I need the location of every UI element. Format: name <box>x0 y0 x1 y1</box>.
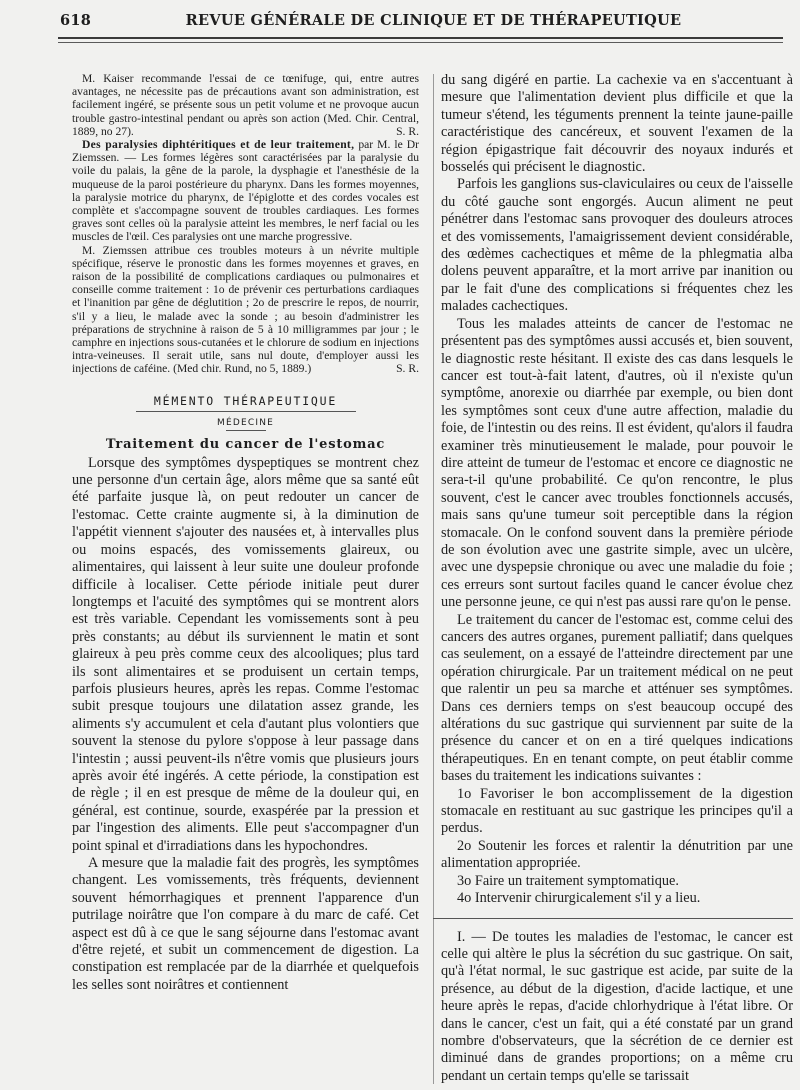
page-number: 618 <box>60 12 92 29</box>
paralysies-body: — Les formes légères sont caractérisées par la paralysie du voile du palais, la gêne de la parole, la dysphagie et l'anesthésie de la muqueuse de la paroi postérieure du pharynx. Dans les formes moyennes, la paralysie motrice du pharynx, de l'épiglotte et des cordes vocales est complète et s'accompagne souvent de troubles cardiaques. Les formes graves sont celles où la paralysie atteint les membres, le nerf facial ou les muscles de l'œil. Ces paralysies ont une marche progressive. <box>72 151 419 244</box>
article-paragraph: Parfois les ganglions sus-claviculaires ou ceux de l'aisselle du côté gauche sont engorgés. Aucun aliment ne peut pénétrer dans l'estomac sans provoquer des douleurs atroces et des vomissements, l'amaigrissement devient considérable, des œdèmes cachectiques et même de la phlegmatia alba dolens peuvent apparaître, et la mort arrive par inanition ou par le fait d'une des complications si fréquentes chez les malades cachectiques. <box>441 176 793 315</box>
memento-underline <box>136 411 356 412</box>
header-rule-thin <box>58 42 783 43</box>
column-divider <box>433 74 434 1084</box>
list-item: 2o Soutenir les forces et ralentir la dénutrition par une alimentation appropriée. <box>441 837 793 872</box>
article-paragraph: Le traitement du cancer de l'estomac est, comme celui des cancers des autres organes, purement palliatif; dans quelques cas seulement, on a essayé de l'atteindre directement par une opération chirurgicale. Par un traitement médical on ne peut que ralentir un peu sa marche et atténuer ses symptômes. Dans ces derniers temps on s'est beaucoup occupé des altérations du suc gastrique qui surviennent par suite de la présence du cancer et on en a tiré quelques indications thérapeutiques. En en tenant compte, on peut établir comme bases du traitement les indications suivantes : <box>441 611 793 785</box>
right-column <box>441 72 793 1085</box>
kaiser-paragraph: M. Kaiser recommande l'essai de ce tœnifuge, qui, entre autres avantages, ne nécessite pas de précautions avant son administration, est facilement ingéré, se présente sous un petit volume et ne provoque aucun trouble gastro-intestinal pendant ou après son action (Med. Chir. Central, 1889, no 27). <box>72 72 419 138</box>
section-label: MÉDECINE <box>216 417 275 428</box>
article-paragraph: Lorsque des symptômes dyspeptiques se montrent chez une personne d'un certain âge, alors même que sa santé eût été parfaite jusque là, on peut redouter un cancer de l'estomac. Cette crainte augmente si, à la diminution de l'appétit viennent s'ajouter des nausées et, à intervalles plus ou moins espacés, des vomissements glaireux, ou alimentaires, qui laissent à leur suite une douleur profonde difficile à localiser. Cette période initiale peut durer longtemps et l'acuité des symptômes qui se montrent alors est très variable. Cependant les vomissements sont à peu près constants; au début ils surviennent le matin et sont glaireux à peu près comme ceux des alcooliques; plus tard ils sont alimentaires et se produisent un certain temps, parfois plusieurs heures, après les repas. Comme l'estomac subit presque toujours une dilatation assez grande, les aliments s'y accumulent et cela d'autant plus volontiers que souvent la stenose du pylore s'oppose à leur passage dans l'intestin ; aussi peuvent-ils n'être vomis que plusieurs jours après avoir été ingérés. A cette période, la constipation est de règle ; il en est presque de même de la douleur qui, en général, est continue, sourde, exaspérée par la pression et par l'ingestion des aliments. Elle peut s'accompagner d'un point spinal et d'irradiations dans les hypochondres. <box>72 454 419 854</box>
list-item: 1o Favoriser le bon accomplissement de la digestion stomacale en restituant au suc gastrique les principes qu'il a perdus. <box>441 785 793 837</box>
article-paragraph: A mesure que la maladie fait des progrès, les symptômes changent. Les vomissements, très fréquents, deviennent souvent hémorrhagiques et prennent l'apparence d'un putrilage noirâtre que l'on compare à du marc de café. Cet aspect est dû à ce que le sang séjourne dans l'estomac avant d'être rejeté, et subit un commencement de digestion. La constipation est remplacée par de la diarrhée et quelquefois les selles sont noirâtres et contiennent <box>72 855 419 993</box>
article-body-left <box>72 455 419 995</box>
kaiser-signature: S. R. <box>396 124 419 138</box>
article-paragraph: du sang digéré en partie. La cachexie va en s'accentuant à mesure que l'alimentation devient plus difficile et que la tumeur s'étend, les téguments prennent la teinte jaune-paille caractéristique des cancéreux, et souvent l'examen de la région épigastrique fait découvrir des noyaux indurés et bosselés qui précisent le diagnostic. <box>441 72 793 176</box>
list-item: 4o Intervenir chirurgicalement s'il y a lieu. <box>457 890 701 907</box>
section-separator <box>433 918 793 919</box>
article-body-right <box>441 72 793 1085</box>
list-item: 3o Faire un traitement symptomatique. <box>457 872 679 889</box>
article-paragraph: Tous les malades atteints de cancer de l'estomac ne présentent pas des symptômes aussi accusés et, bien souvent, le diagnostic reste hésitant. Il existe des cas dans lesquels le cancer est tout-à-fait latent, d'autres, où il n'existe qu'un symptôme, anorexie ou diarrhée par exemple, ou bien dont les symptômes sont ceux d'une autre affection, maladie du foie, de l'intestin ou des reins. Il est évident, qu'alors il faudra examiner très minutieusement le malade, pour pouvoir le dire atteint de tumeur de l'estomac et encore ce diagnostic ne sera-t-il qu'une probabilité. Ce qu'on rencontre, le plus souvent, c'est le cancer avec troubles fonctionnels accusés, mais sans qu'une tumeur soit perceptible dans la région stomacale. On le confond souvent dans la première période de son évolution avec une gastrite simple, avec un ulcère, avec une dyspepsie chronique ou avec une maladie du foie ; ces erreurs sont surtout faciles quand le cancer évolue chez une personne jeune, ce qui n'est pas aussi rare qu'on le pense. <box>441 315 793 611</box>
ziemssen-paragraph: M. Ziemssen attribue ces troubles moteurs à un névrite multiple spécifique, réserve le pronostic dans les formes moyennes et graves, en raison de la possibilité de complications cardiaques ou pulmonaires et conseille comme traitement : 1o de prévenir ces perturbations cardiaques et l'inanition par gêne de déglutition ; 2o de prescrire le repos, de nourrir, s'il y a lieu, le malade avec la sonde ; au besoin d'administrer les préparations de strychnine à raison de 5 à 10 milligrammes par jour ; le camphre en injections sous-cutanées et le chlorure de sodium en injections intra-veineuses. Il serait utile, sans nul doute, d'employer aussi les injections de caféine. (Med chir. Rund, no 5, 1889.) <box>72 243 419 376</box>
article-paragraph: I. — De toutes les maladies de l'estomac, le cancer est celle qui altère le plus la sécrétion du suc gastrique. On sait, qu'à l'état normal, le suc gastrique est acide, par suite de la présence, au début de la digestion, d'acide lactique, et une heure après le repas, d'acide chlorhydrique à l'état libre. Or dans le cancer, c'est un fait, qui a été constaté par un grand nombre d'observateurs, que la sécrétion de ce dernier est diminué dans de grandes proportions; on a même cru pendant un certain temps qu'elle se tarissait <box>441 928 793 1084</box>
section-underline <box>226 430 266 431</box>
left-column <box>72 72 419 994</box>
indications-list <box>441 786 793 908</box>
header-rule-thick <box>58 37 783 39</box>
paralysies-title: Des paralysies diphtéritiques et de leur traitement, <box>82 138 355 152</box>
running-header <box>60 12 782 34</box>
ziemssen-signature: S. R. <box>396 362 419 376</box>
memento-title: MÉMENTO THÉRAPEUTIQUE <box>153 393 338 408</box>
paralysies-author: par M. le Dr Ziemssen. <box>72 138 419 165</box>
running-title: REVUE GÉNÉRALE DE CLINIQUE ET DE THÉRAPEUTIQUE <box>185 12 682 29</box>
article-title: Traitement du cancer de l'estomac <box>105 436 386 452</box>
kaiser-note <box>72 72 419 376</box>
